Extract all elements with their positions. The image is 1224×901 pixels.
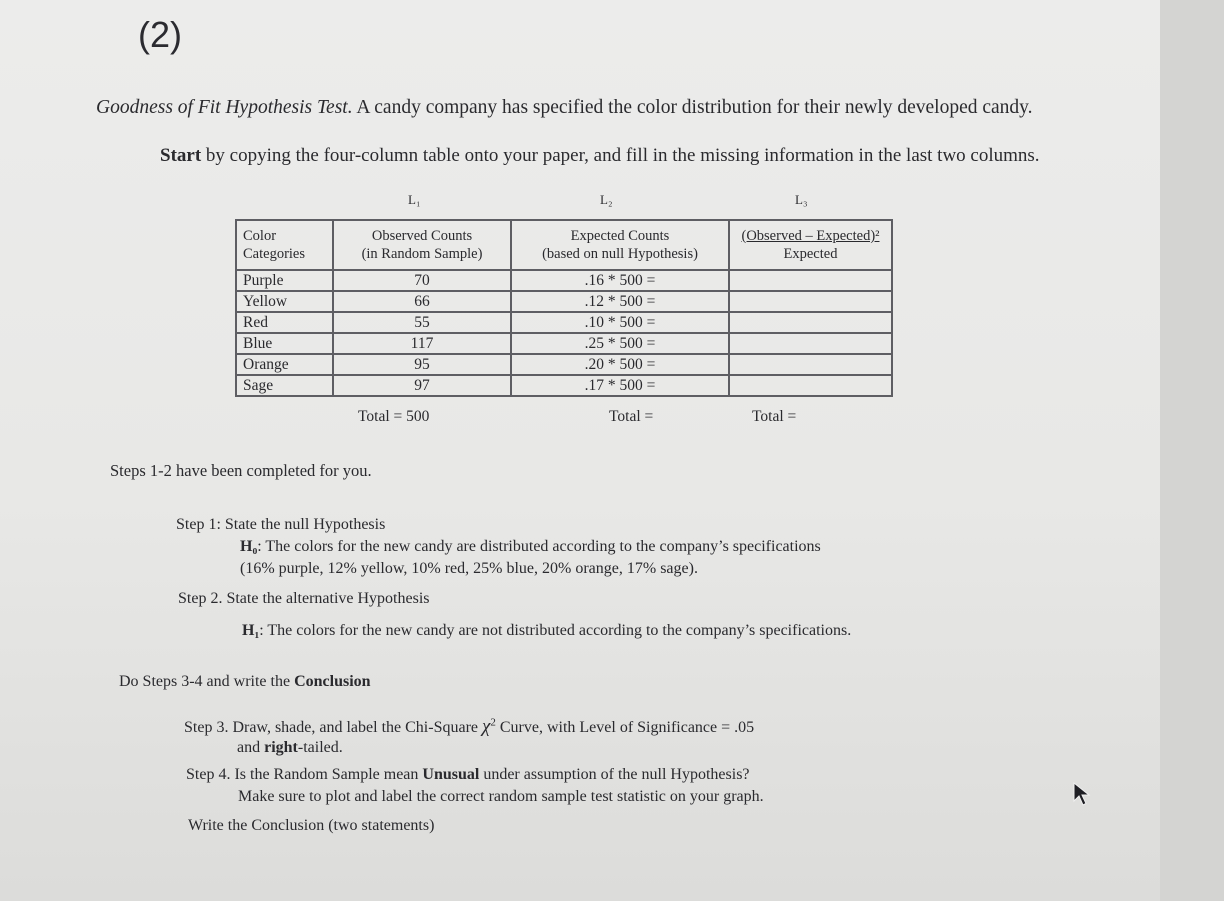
- cell-observed: 95: [333, 354, 511, 375]
- null-hypothesis: [240, 538, 821, 556]
- step4-line1: Step 4. Is the Random Sample mean Unusual under assumption of the null Hypothesis?: [186, 766, 750, 783]
- cell-observed: 55: [333, 312, 511, 333]
- h1-label: H₁: [242, 622, 260, 639]
- instruction: [160, 145, 1040, 167]
- cell-expected: .10 * 500 =: [511, 312, 729, 333]
- step1-title: Step 1: State the null Hypothesis: [176, 516, 386, 533]
- cell-chi[interactable]: [729, 312, 892, 333]
- header-color: Color Categories: [236, 220, 333, 270]
- cell-chi[interactable]: [729, 354, 892, 375]
- cell-observed: 97: [333, 375, 511, 396]
- steps-completed-note: Steps 1-2 have been completed for you.: [110, 461, 372, 480]
- header-observed: Observed Counts (in Random Sample): [333, 220, 511, 270]
- total-chi: Total =: [752, 408, 797, 425]
- page-edge: [1160, 0, 1224, 901]
- list-label-l3: L₃: [795, 192, 808, 207]
- instruction-text: by copying the four-column table onto your paper, and fill in the missing information in the last two columns.: [201, 145, 1040, 166]
- cell-observed: 70: [333, 270, 511, 291]
- table-row: [236, 270, 892, 291]
- cell-color: Yellow: [236, 291, 333, 312]
- conclusion-bold: Conclusion: [294, 673, 371, 690]
- cell-chi[interactable]: [729, 375, 892, 396]
- problem-number: (2): [138, 14, 182, 55]
- cell-chi[interactable]: [729, 270, 892, 291]
- header-expected: Expected Counts (based on null Hypothesis): [511, 220, 729, 270]
- table-header-row: [236, 220, 892, 270]
- null-hypothesis-proportions: (16% purple, 12% yellow, 10% red, 25% blue, 20% orange, 17% sage).: [240, 560, 698, 577]
- conclusion-prompt: Write the Conclusion (two statements): [188, 817, 435, 834]
- problem-intro: [96, 97, 1033, 119]
- step4-line2: Make sure to plot and label the correct random sample test statistic on your graph.: [238, 788, 764, 805]
- intro-text: A candy company has specified the color distribution for their newly developed candy.: [352, 97, 1033, 118]
- table-row: [236, 375, 892, 396]
- step3-line2: and right-tailed.: [237, 739, 343, 756]
- cell-expected: .20 * 500 =: [511, 354, 729, 375]
- table-row: [236, 291, 892, 312]
- cell-expected: .12 * 500 =: [511, 291, 729, 312]
- do-steps-instruction: Do Steps 3-4 and write the Conclusion: [119, 673, 371, 690]
- step2-title: Step 2. State the alternative Hypothesis: [178, 590, 430, 607]
- cell-color: Purple: [236, 270, 333, 291]
- alternative-hypothesis: [242, 622, 851, 640]
- cell-color: Orange: [236, 354, 333, 375]
- total-observed: Total = 500: [358, 408, 430, 425]
- cell-expected: .17 * 500 =: [511, 375, 729, 396]
- header-chi-contribution: (Observed – Expected)² Expected: [729, 220, 892, 270]
- step3-line1: Step 3. Draw, shade, and label the Chi-Square $\chi^2$ Curve, with Level of Significance = .05: [184, 716, 755, 737]
- list-label-l2: L₂: [600, 192, 613, 207]
- cell-observed: 66: [333, 291, 511, 312]
- list-label-l1: L₁: [408, 192, 421, 207]
- h0-label: H₀: [240, 538, 258, 555]
- table-row: [236, 312, 892, 333]
- cell-expected: .16 * 500 =: [511, 270, 729, 291]
- mouse-cursor-icon: [1072, 781, 1092, 807]
- cell-color: Red: [236, 312, 333, 333]
- instruction-bold: Start: [160, 145, 202, 166]
- table-row: [236, 354, 892, 375]
- h0-text: : The colors for the new candy are distributed according to the company’s specifications: [257, 538, 821, 555]
- h1-text: : The colors for the new candy are not distributed according to the company’s specifications.: [259, 622, 852, 639]
- cell-color: Blue: [236, 333, 333, 354]
- cell-chi[interactable]: [729, 291, 892, 312]
- cell-observed: 117: [333, 333, 511, 354]
- cell-chi[interactable]: [729, 333, 892, 354]
- table-row: [236, 333, 892, 354]
- cell-color: Sage: [236, 375, 333, 396]
- data-table: [235, 219, 893, 397]
- total-expected: Total =: [609, 408, 654, 425]
- cell-expected: .25 * 500 =: [511, 333, 729, 354]
- chi-square-symbol: χ: [482, 716, 491, 737]
- intro-title: Goodness of Fit Hypothesis Test.: [96, 97, 353, 118]
